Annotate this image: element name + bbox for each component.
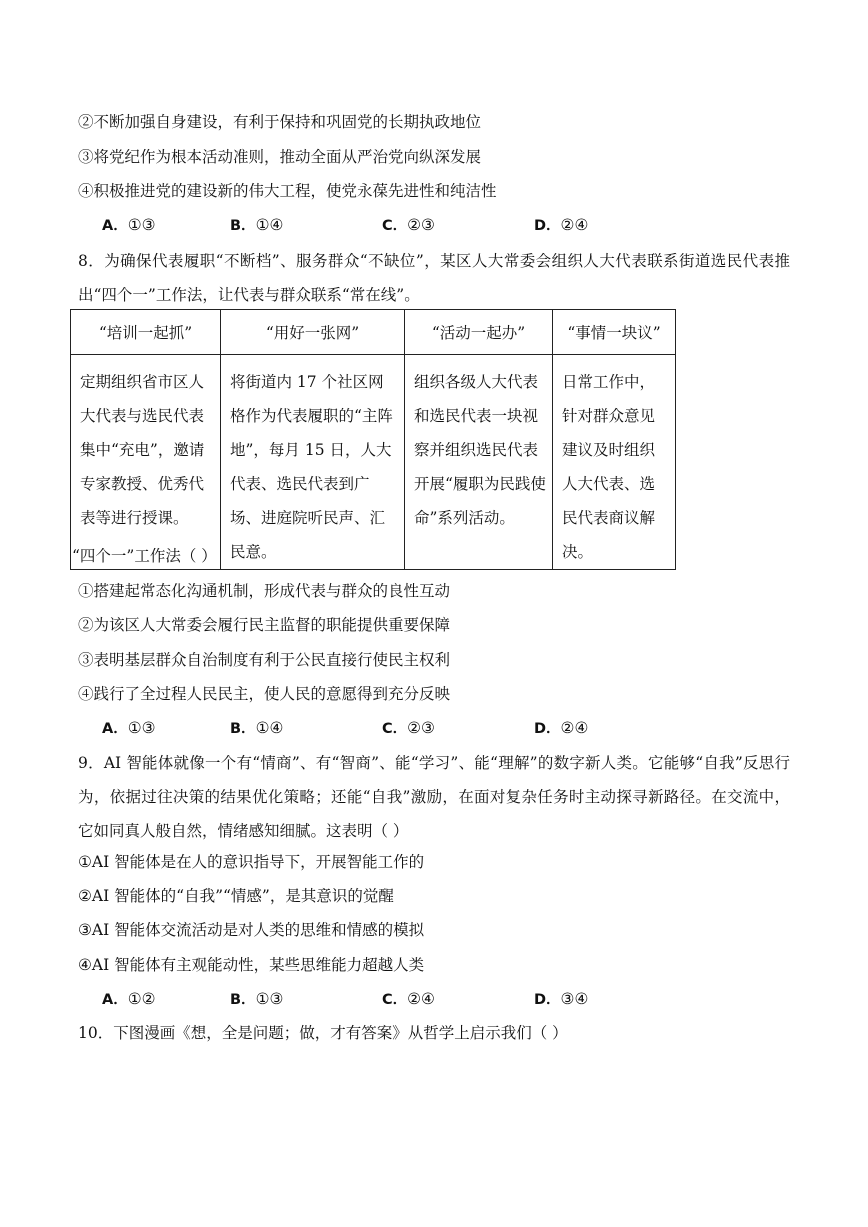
- table-cell-discussion: 日常工作中，针对群众意见建议及时组织人大代表、选民代表商议解决。: [553, 355, 676, 570]
- table-cell-network: 将街道内 17 个社区网格作为代表履职的“主阵地”，每月 15 日，人大代表、选民代表到广场、进庭院听民声、汇民意。: [221, 355, 405, 570]
- q9-choice-b[interactable]: B．①③: [230, 990, 284, 1008]
- table-header-network: “用好一张网”: [221, 310, 405, 355]
- four-ones-table: [70, 309, 676, 570]
- q8-prompt: “四个一”工作法（ ）: [72, 547, 217, 565]
- table-header-activities: “活动一起办”: [405, 310, 553, 355]
- q9-statement-4: ④AI 智能体有主观能动性，某些思维能力超越人类: [78, 956, 425, 974]
- table-cell-activities: 组织各级人大代表和选民代表一块视察并组织选民代表开展“履职为民践使命”系列活动。: [405, 355, 553, 570]
- q7-choice-c[interactable]: C．②③: [382, 216, 435, 234]
- q9-statement-3: ③AI 智能体交流活动是对人类的思维和情感的模拟: [78, 921, 425, 939]
- q8-choice-b[interactable]: B．①④: [230, 719, 284, 737]
- q7-choice-d[interactable]: D．②④: [534, 216, 589, 234]
- q8-statement-1: ①搭建起常态化沟通机制，形成代表与群众的良性互动: [78, 582, 451, 600]
- q9-choice-c[interactable]: C．②④: [382, 990, 435, 1008]
- table-header-training: “培训一起抓”: [71, 310, 221, 355]
- q8-stem: 8．为确保代表履职“不断档”、服务群众“不缺位”，某区人大常委会组织人大代表联系街道选民代表推出“四个一”工作法，让代表与群众联系“常在线”。: [78, 252, 790, 304]
- q8-choice-d[interactable]: D．②④: [534, 719, 589, 737]
- q8-statement-3: ③表明基层群众自治制度有利于公民直接行使民主权利: [78, 651, 451, 669]
- q9-statement-1: ①AI 智能体是在人的意识指导下，开展智能工作的: [78, 853, 425, 871]
- q9-statement-2: ②AI 智能体的“自我”“情感”，是其意识的觉醒: [78, 887, 394, 905]
- q7-choice-a[interactable]: A．①③: [102, 216, 156, 234]
- q7-choice-b[interactable]: B．①④: [230, 216, 284, 234]
- q8-choice-c[interactable]: C．②③: [382, 719, 435, 737]
- q9-choice-a[interactable]: A．①②: [102, 990, 156, 1008]
- q7-statement-3: ③将党纪作为根本活动准则，推动全面从严治党向纵深发展: [78, 148, 482, 166]
- table-header-discussion: “事情一块议”: [553, 310, 676, 355]
- q8-statement-4: ④践行了全过程人民民主，使人民的意愿得到充分反映: [78, 685, 451, 703]
- q8-statement-2: ②为该区人大常委会履行民主监督的职能提供重要保障: [78, 616, 451, 634]
- q8-choice-a[interactable]: A．①③: [102, 719, 156, 737]
- q9-choice-d[interactable]: D．③④: [534, 990, 589, 1008]
- q9-stem: 9．AI 智能体就像一个有“情商”、有“智商”、能“学习”、能“理解”的数字新人类。它能够“自我”反思行为，依据过往决策的结果优化策略；还能“自我”激励，在面对复杂任务时主动探寻新路径。在交流中，它如同真人般自然，情绪感知细腻。这表明（ ）: [78, 754, 790, 840]
- q7-statement-4: ④积极推进党的建设新的伟大工程，使党永葆先进性和纯洁性: [78, 182, 497, 200]
- q7-statement-2: ②不断加强自身建设，有利于保持和巩固党的长期执政地位: [78, 113, 482, 131]
- q10-stem: 10．下图漫画《想，全是问题；做，才有答案》从哲学上启示我们（ ）: [78, 1024, 568, 1042]
- table-cell-training: 定期组织省市区人大代表与选民代表集中“充电”，邀请专家教授、优秀代表等进行授课。: [71, 355, 221, 570]
